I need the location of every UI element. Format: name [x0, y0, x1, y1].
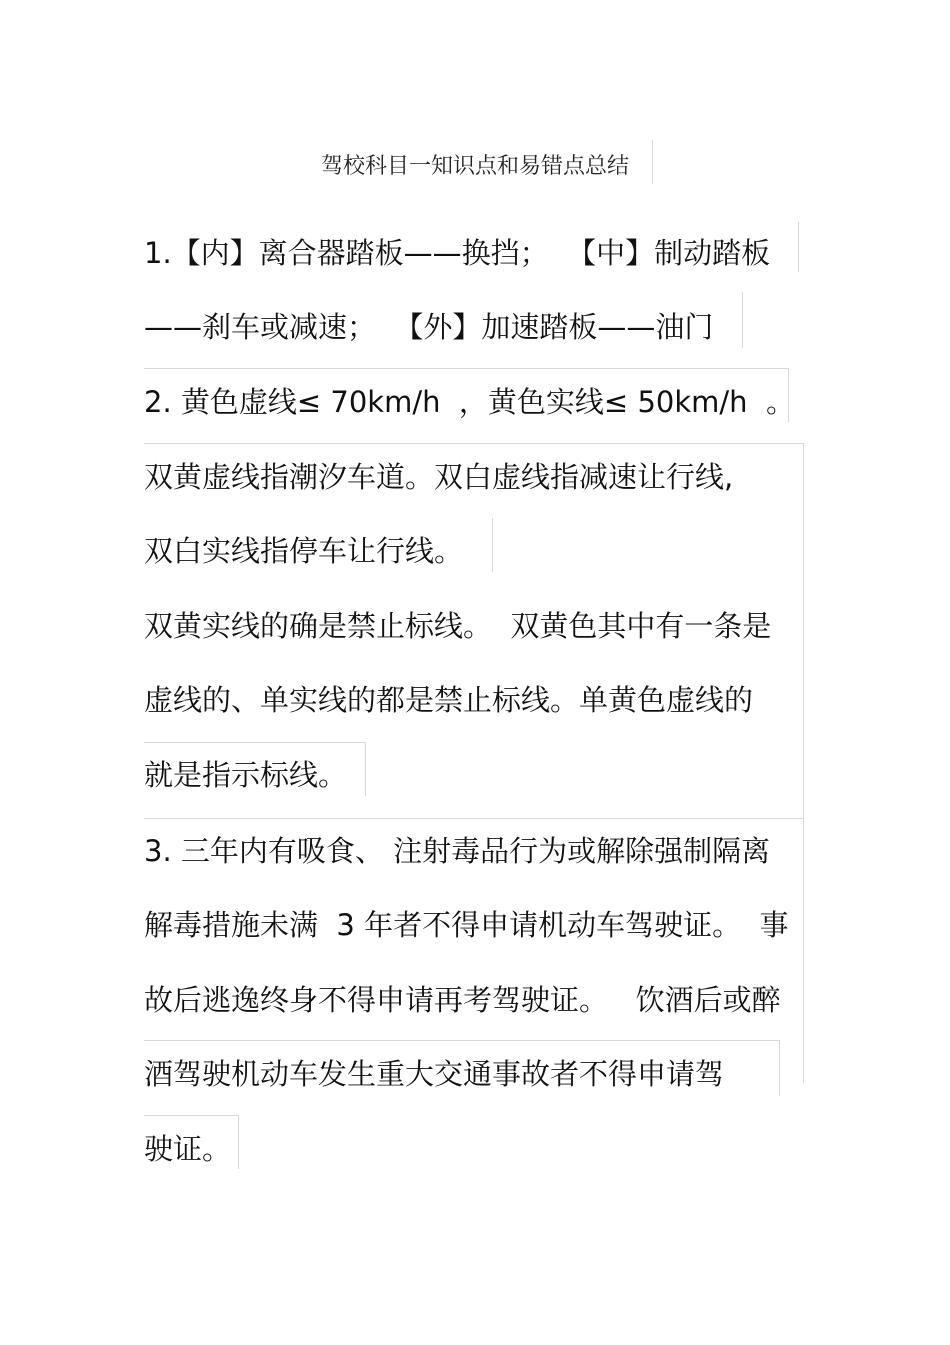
text-line: 双白实线指停车让行线。	[144, 534, 464, 568]
scan-rule	[144, 1115, 239, 1116]
scan-rule	[144, 742, 366, 743]
text-line: 驶证。	[144, 1132, 232, 1166]
scan-rule	[238, 1115, 239, 1169]
text-line: ——刹车或减速； 【外】加速踏板——油门	[144, 310, 714, 344]
text-line: 3. 三年内有吸食、 注射毒品行为或解除强制隔离	[144, 834, 771, 868]
scan-rule	[742, 292, 743, 348]
scan-rule	[365, 742, 366, 796]
text-line: 1.【内】离合器踏板——换挡； 【中】制动踏板	[144, 236, 771, 270]
scan-rule	[144, 443, 804, 444]
text-line: 双黄实线的确是禁止标线。 双黄色其中有一条是	[144, 609, 772, 643]
text-line: 解毒措施未满 3 年者不得申请机动车驾驶证。 事	[144, 908, 789, 942]
text-line: 虚线的、单实线的都是禁止标线。单黄色虚线的	[144, 683, 754, 717]
text-line: 故后逃逸终身不得申请再考驾驶证。 饮酒后或醉	[144, 983, 781, 1017]
text-line: 酒驾驶机动车发生重大交通事故者不得申请驾	[144, 1057, 725, 1091]
scan-rule	[779, 1040, 780, 1096]
scan-rule	[803, 443, 804, 1083]
text-line: 2. 黄色虚线≤ 70km/h ，黄色实线≤ 50km/h 。	[144, 385, 795, 419]
scan-rule	[144, 368, 789, 369]
page-title: 驾校科目一知识点和易错点总结	[320, 154, 629, 179]
scan-rule	[492, 518, 493, 572]
text-line: 双黄虚线指潮汐车道。双白虚线指减速让行线,	[144, 460, 734, 494]
text-line: 就是指示标线。	[144, 758, 348, 792]
scan-rule	[144, 818, 804, 819]
scan-rule	[144, 1040, 780, 1041]
scan-rule	[798, 222, 799, 272]
